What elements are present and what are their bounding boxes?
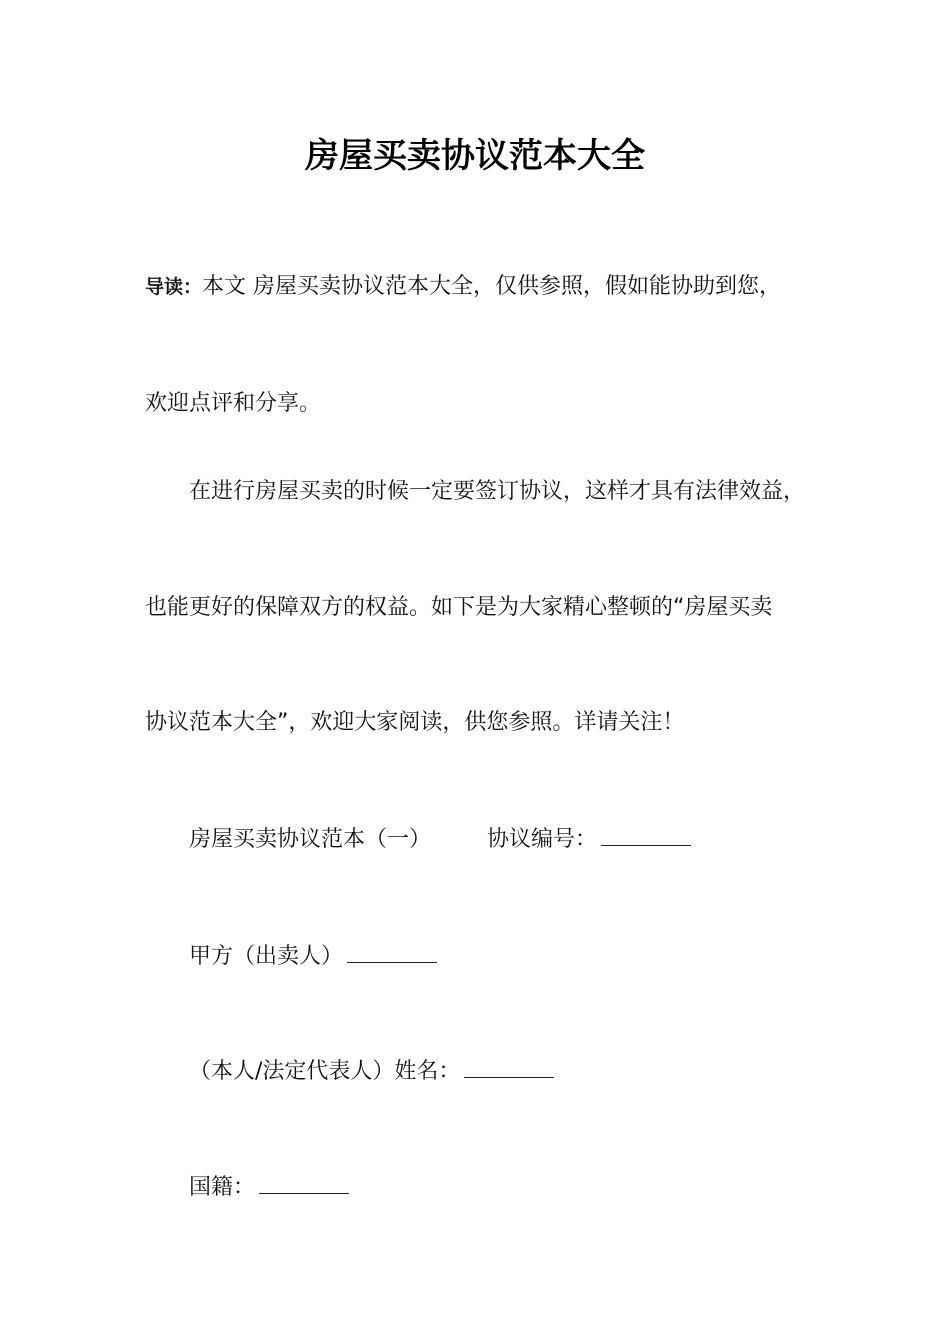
lead-paragraph-line-2: 欢迎点评和分享。 [145, 391, 322, 416]
party-a-line [189, 942, 437, 972]
name-blank [464, 1059, 554, 1078]
nationality-line [189, 1173, 349, 1203]
intro-line-1: 在进行房屋买卖的时候一定要签订协议，这样才具有法律效益， [189, 479, 806, 504]
name-line [189, 1057, 554, 1087]
contract-heading-line [189, 825, 691, 855]
name-label: （本人/法定代表人）姓名： [189, 1059, 461, 1084]
document-title: 房屋买卖协议范本大全 [305, 136, 645, 176]
lead-label: 导读： [145, 276, 203, 298]
lead-text-1: 本文 房屋买卖协议范本大全，仅供参照，假如能协助到您， [202, 274, 782, 299]
contract-number-blank [601, 827, 691, 846]
contract-heading: 房屋买卖协议范本（一） [189, 827, 432, 852]
party-a-blank [347, 944, 437, 963]
intro-line-2: 也能更好的保障双方的权益。如下是为大家精心整顿的“房屋买卖 [145, 595, 773, 620]
contract-number-label: 协议编号： [487, 827, 598, 852]
party-a-label: 甲方（出卖人） [189, 944, 344, 969]
nationality-blank [259, 1175, 349, 1194]
nationality-label: 国籍： [189, 1175, 256, 1200]
intro-line-3: 协议范本大全”，欢迎大家阅读，供您参照。详请关注！ [145, 710, 685, 735]
lead-paragraph-line-1 [145, 272, 781, 302]
